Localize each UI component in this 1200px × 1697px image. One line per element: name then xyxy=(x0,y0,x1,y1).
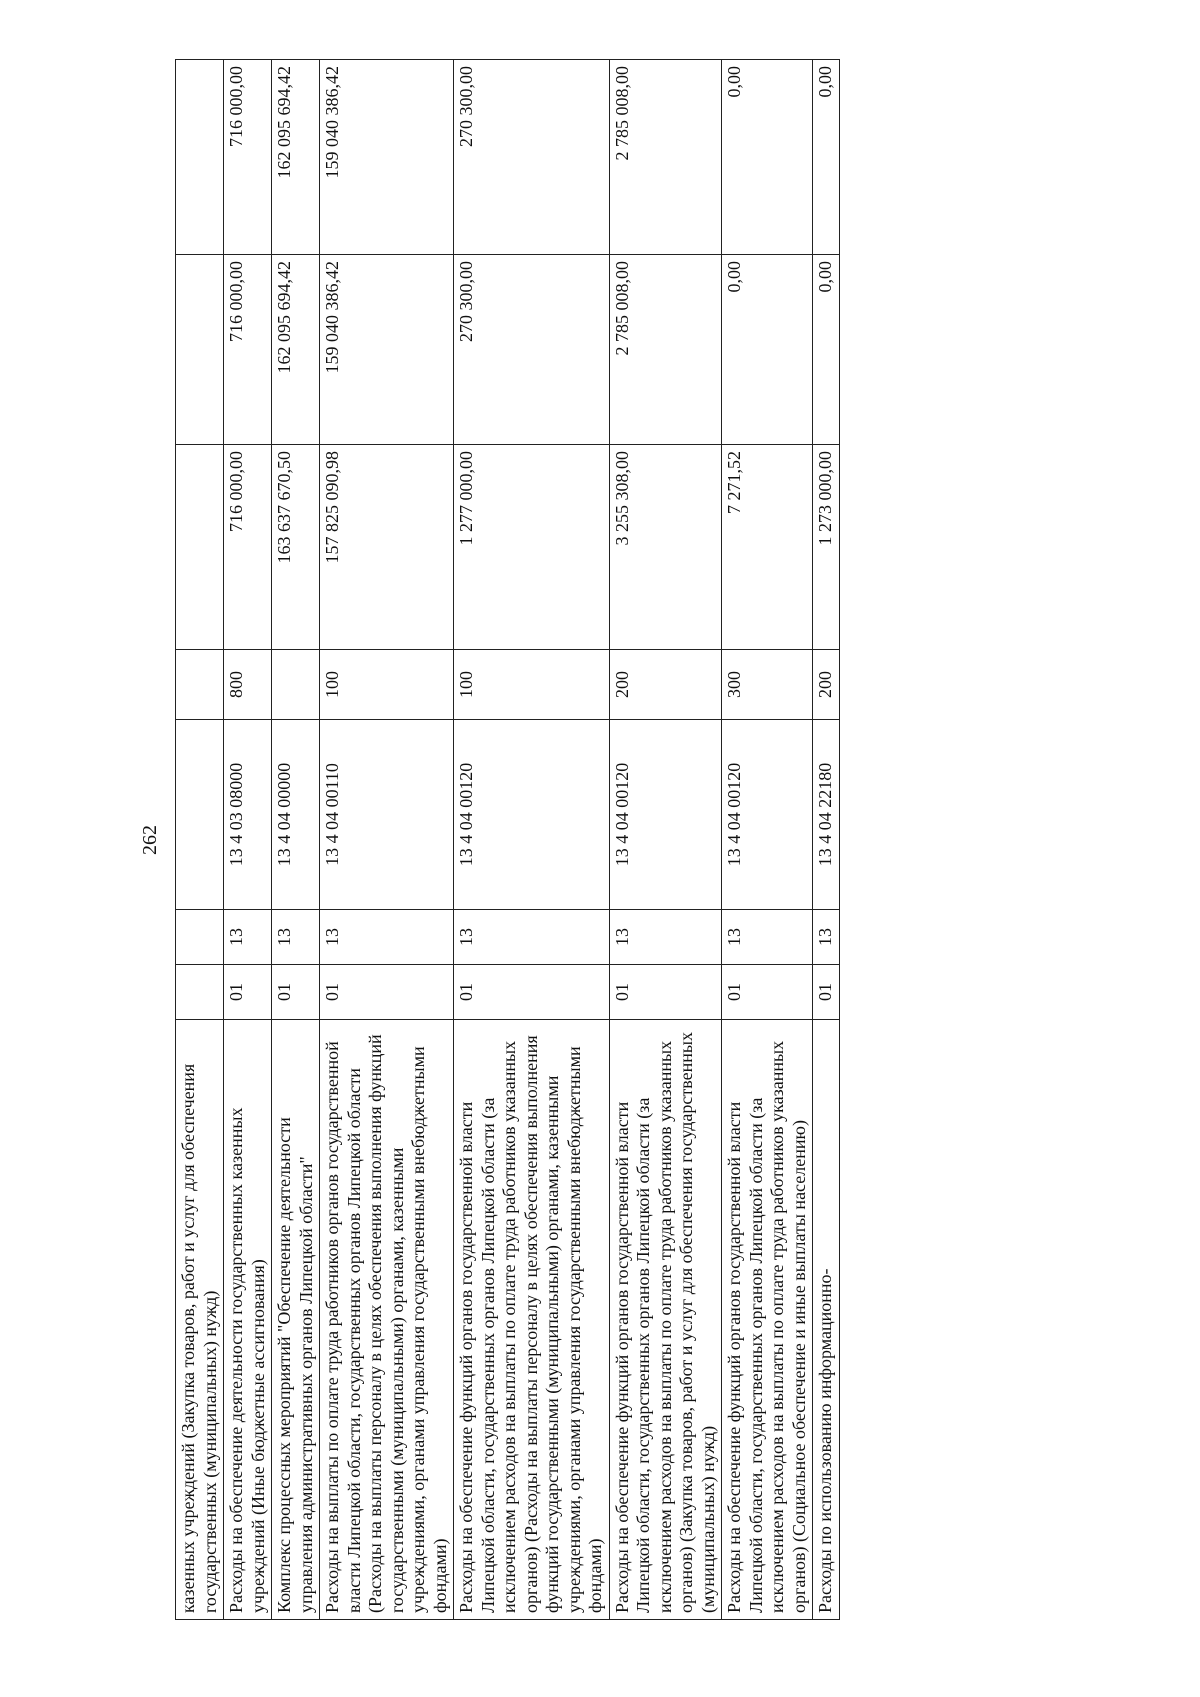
budget-table-body xyxy=(176,60,840,1620)
expense-type-code: 200 xyxy=(609,650,722,720)
section-code: 01 xyxy=(272,965,320,1020)
expense-type-code: 100 xyxy=(454,650,610,720)
subsection-code: 13 xyxy=(272,910,320,965)
rotated-document-content xyxy=(130,60,1105,1620)
amount-year-2: 270 300,00 xyxy=(454,255,610,445)
target-article-code: 13 4 04 00120 xyxy=(454,720,610,910)
amount-year-3: 270 300,00 xyxy=(454,60,610,255)
subsection-code: 13 xyxy=(454,910,610,965)
amount-year-1: 716 000,00 xyxy=(224,445,272,650)
amount-year-1: 3 255 308,00 xyxy=(609,445,722,650)
subsection-code: 13 xyxy=(722,910,813,965)
row-description: Расходы на обеспечение функций органов государственной власти Липецкой области, государственных органов Липецкой области (за исключением расходов на выплаты по оплате труда работников указанных органов) (Закупка товаров, работ и услуг для обеспечения государственных (муниципальных) нужд) xyxy=(609,1020,722,1620)
table-row xyxy=(272,60,320,1620)
expense-type-code xyxy=(176,650,224,720)
amount-year-1: 157 825 090,98 xyxy=(320,445,454,650)
row-description: Комплекс процессных мероприятий "Обеспечение деятельности управления административных органов Липецкой области" xyxy=(272,1020,320,1620)
row-description: казенных учреждений (Закупка товаров, работ и услуг для обеспечения государственных (муниципальных) нужд) xyxy=(176,1020,224,1620)
subsection-code xyxy=(176,910,224,965)
amount-year-3: 0,00 xyxy=(722,60,813,255)
amount-year-3 xyxy=(176,60,224,255)
section-code xyxy=(176,965,224,1020)
table-row xyxy=(176,60,224,1620)
target-article-code xyxy=(176,720,224,910)
row-description: Расходы на обеспечение функций органов государственной власти Липецкой области, государственных органов Липецкой области (за исключением расходов на выплаты по оплате труда работников указанных органов) (Социальное обеспечение и иные выплаты населению) xyxy=(722,1020,813,1620)
amount-year-1: 7 271,52 xyxy=(722,445,813,650)
table-row xyxy=(320,60,454,1620)
amount-year-2: 162 095 694,42 xyxy=(272,255,320,445)
section-code: 01 xyxy=(224,965,272,1020)
section-code: 01 xyxy=(609,965,722,1020)
section-code: 01 xyxy=(722,965,813,1020)
table-row xyxy=(609,60,722,1620)
section-code: 01 xyxy=(320,965,454,1020)
subsection-code: 13 xyxy=(320,910,454,965)
amount-year-3: 162 095 694,42 xyxy=(272,60,320,255)
table-row xyxy=(813,60,840,1620)
table-row xyxy=(722,60,813,1620)
amount-year-2: 716 000,00 xyxy=(224,255,272,445)
table-row xyxy=(454,60,610,1620)
page-number: 262 xyxy=(139,825,161,855)
subsection-code: 13 xyxy=(224,910,272,965)
amount-year-2: 0,00 xyxy=(722,255,813,445)
amount-year-1: 1 273 000,00 xyxy=(813,445,840,650)
expense-type-code: 100 xyxy=(320,650,454,720)
section-code: 01 xyxy=(454,965,610,1020)
amount-year-1: 1 277 000,00 xyxy=(454,445,610,650)
target-article-code: 13 4 04 22180 xyxy=(813,720,840,910)
row-description: Расходы на выплаты по оплате труда работников органов государственной власти Липецкой области, государственных органов Липецкой области (Расходы на выплаты персоналу в целях обеспечения выполнения функций государственными (муниципальными) органами, казенными учреждениями, органами управления государственными внебюджетными фондами) xyxy=(320,1020,454,1620)
target-article-code: 13 4 04 00110 xyxy=(320,720,454,910)
amount-year-1 xyxy=(176,445,224,650)
amount-year-1: 163 637 670,50 xyxy=(272,445,320,650)
expense-type-code: 800 xyxy=(224,650,272,720)
row-description: Расходы на обеспечение функций органов государственной власти Липецкой области, государственных органов Липецкой области (за исключением расходов на выплаты по оплате труда работников указанных органов) (Расходы на выплаты персоналу в целях обеспечения выполнения функций государственными (муниципальными) органами, казенными учреждениями, органами управления государственными внебюджетными фондами) xyxy=(454,1020,610,1620)
row-description: Расходы по использованию информационно- xyxy=(813,1020,840,1620)
budget-table xyxy=(175,59,840,1620)
section-code: 01 xyxy=(813,965,840,1020)
amount-year-2: 0,00 xyxy=(813,255,840,445)
amount-year-3: 716 000,00 xyxy=(224,60,272,255)
amount-year-3: 159 040 386,42 xyxy=(320,60,454,255)
target-article-code: 13 4 03 08000 xyxy=(224,720,272,910)
target-article-code: 13 4 04 00120 xyxy=(722,720,813,910)
subsection-code: 13 xyxy=(813,910,840,965)
target-article-code: 13 4 04 00120 xyxy=(609,720,722,910)
amount-year-2: 2 785 008,00 xyxy=(609,255,722,445)
table-row xyxy=(224,60,272,1620)
subsection-code: 13 xyxy=(609,910,722,965)
expense-type-code xyxy=(272,650,320,720)
amount-year-2: 159 040 386,42 xyxy=(320,255,454,445)
expense-type-code: 200 xyxy=(813,650,840,720)
target-article-code: 13 4 04 00000 xyxy=(272,720,320,910)
amount-year-3: 2 785 008,00 xyxy=(609,60,722,255)
amount-year-3: 0,00 xyxy=(813,60,840,255)
row-description: Расходы на обеспечение деятельности государственных казенных учреждений (Иные бюджетные ассигнования) xyxy=(224,1020,272,1620)
amount-year-2 xyxy=(176,255,224,445)
expense-type-code: 300 xyxy=(722,650,813,720)
